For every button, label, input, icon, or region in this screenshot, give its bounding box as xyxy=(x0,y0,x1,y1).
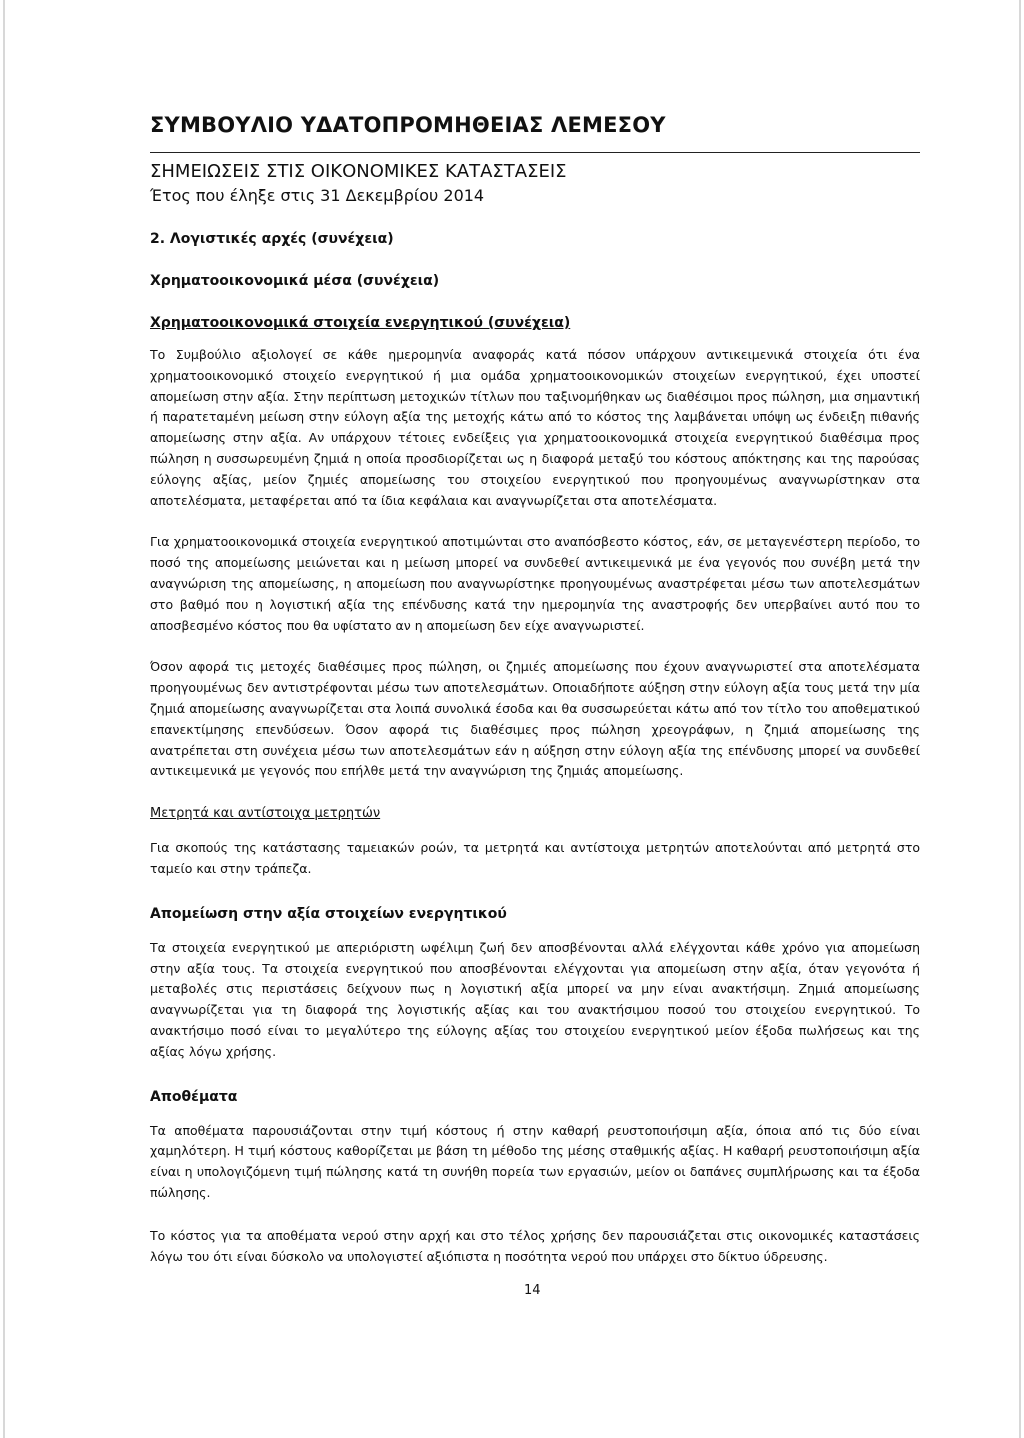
cash-heading: Μετρητά και αντίστοιχα μετρητών xyxy=(150,806,381,822)
paragraph-impairment: Τα στοιχεία ενεργητικού με απεριόριστη ωφέλιμη ζωή δεν αποσβένονται αλλά ελέγχονται κάθε χρόνο για απομείωση στην αξία τους. Τα στοιχεία ενεργητικού που αποσβένονται ελέγχονται για απομείωση στην αξία, όταν γεγονότα ή μεταβολές στις περιστάσεις δείχνουν πως η λογιστική αξία μπορεί να μην είναι ανακτήσιμη. Ζημιά απομείωσης αναγνωρίζεται για τη διαφορά της λογιστικής αξίας και του ανακτήσιμου ποσού του στοιχείου ενεργητικού. Το ανακτήσιμο ποσό είναι το μεγαλύτερο της εύλογης αξίας του στοιχείου ενεργητικού μείον έξοδα πωλήσεως και της αξίας λόγω χρήσης. xyxy=(150,939,920,1059)
subsubsection-heading: Χρηματοοικονομικά στοιχεία ενεργητικού (συνέχεια) xyxy=(150,315,571,331)
document-page xyxy=(150,108,920,1267)
scan-edge-left xyxy=(3,0,5,1438)
section-heading: 2. Λογιστικές αρχές (συνέχεια) xyxy=(150,231,394,247)
paragraph-amortised-cost: Για χρηματοοικονομικά στοιχεία ενεργητικού αποτιμώνται στο αναπόσβεστο κόστος, εάν, σε μεταγενέστερη περίοδο, το ποσό της απομείωσης μειώνεται και η μείωση μπορεί να συνδεθεί αντικειμενικά με ένα γεγονός που συνέβη μετά την αναγνώριση της απομείωσης, η απομείωση που αναγνωρίστηκε προηγουμένως αναστρέφεται μέσω των αποτελεσμάτων στο βαθμό που η λογιστική αξία της επένδυσης κατά την ημερομηνία της αναστροφής δεν υπερβαίνει αυτό που το αποσβεσμένο κόστος που θα υφίστατο αν η απομείωση δεν είχε αναγνωριστεί. xyxy=(150,534,920,633)
period-subtitle: Έτος που έληξε στις 31 Δεκεμβρίου 2014 xyxy=(150,186,485,205)
impairment-heading: Απομείωση στην αξία στοιχείων ενεργητικού xyxy=(150,905,507,922)
scan-edge-right xyxy=(1019,0,1021,1438)
page-number: 14 xyxy=(524,1283,541,1298)
inventory-heading: Αποθέματα xyxy=(150,1088,238,1105)
paragraph-cash: Για σκοπούς της κατάστασης ταμειακών ροών, τα μετρητά και αντίστοιχα μετρητών αποτελούνται από μετρητά στο ταμείο και στην τράπεζα. xyxy=(150,840,920,876)
header-rule xyxy=(150,152,920,153)
organization-title: ΣΥΜΒΟΥΛΙΟ ΥΔΑΤΟΠΡΟΜΗΘΕΙΑΣ ΛΕΜΕΣΟΥ xyxy=(150,113,666,137)
paragraph-available-for-sale: Όσον αφορά τις μετοχές διαθέσιμες προς πώληση, οι ζημιές απομείωσης που έχουν αναγνωριστεί στα αποτελέσματα προηγουμένως δεν αντιστρέφονται μέσω των αποτελεσμάτων. Οποιαδήποτε αύξηση στην εύλογη αξία τους μετά την μία ζημιά απομείωσης αναγνωρίζεται στα λοιπά συνολικά έσοδα και θα συσσωρεύεται κάτω από τον τίτλο του αποθεματικού επανεκτίμησης επενδύσεων. Όσον αφορά τις διαθέσιμες προς πώληση χρεογράφων, η ζημιά απομείωσης της ανατρέπεται στη συνέχεια μέσω των αποτελεσμάτων εάν η αύξηση στην εύλογη αξία της επένδυσης μπορεί να συνδεθεί αντικειμενικά με γεγονός που επήλθε μετά την αναγνώριση της ζημιάς απομείωσης. xyxy=(150,659,920,779)
paragraph-impairment-assessment: Το Συμβούλιο αξιολογεί σε κάθε ημερομηνία αναφοράς κατά πόσον υπάρχουν αντικειμενικά στοιχεία ότι ένα χρηματοοικονομικό στοιχείο ενεργητικού ή μια ομάδα χρηματοοικονομικών στοιχείων ενεργητικού, έχει υποστεί απομείωση στην αξία. Στην περίπτωση μετοχικών τίτλων που ταξινομήθηκαν ως διαθέσιμοι προς πώληση, μια σημαντική ή παρατεταμένη μείωση στην εύλογη αξία της μετοχής κάτω από το κόστος της λαμβάνεται υπόψη ως ένδειξη πιθανής απομείωσης στην αξία. Αν υπάρχουν τέτοιες ενδείξεις για χρηματοοικονομικά στοιχεία ενεργητικού διαθέσιμα προς πώληση η συσσωρευμένη ζημιά η οποία προσδιορίζεται ως η διαφορά μεταξύ του κόστους απόκτησης και της παρούσας εύλογης αξίας, μείον ζημιές απομείωσης του στοιχείου ενεργητικού που προηγουμένως αναγνωρίστηκαν στα αποτελέσματα, μεταφέρεται από τα ίδια κεφάλαια και αναγνωρίζεται στα αποτελέσματα. xyxy=(150,347,920,508)
paragraph-inventory: Τα αποθέματα παρουσιάζονται στην τιμή κόστους ή στην καθαρή ρευστοποιήσιμη αξία, όποια από τις δύο είναι χαμηλότερη. Η τιμή κόστους καθορίζεται με βάση τη μέθοδο της μέσης σταθμικής αξίας. Η καθαρή ρευστοποιήσιμη αξία είναι η υπολογιζόμενη τιμή πώλησης κατά τη συνήθη πορεία των εργασιών, μείον οι δαπάνες συμπλήρωσης και τα έξοδα πώλησης. xyxy=(150,1122,920,1200)
paragraph-water-inventory: Το κόστος για τα αποθέματα νερού στην αρχή και στο τέλος χρήσης δεν παρουσιάζεται στις οικονομικές καταστάσεις λόγω του ότι είναι δύσκολο να υπολογιστεί αξιόπιστα η ποσότητα νερού που υπάρχει στο δίκτυο ύδρευσης. xyxy=(150,1227,920,1264)
subsection-heading: Χρηματοοικονομικά μέσα (συνέχεια) xyxy=(150,273,440,289)
document-title: ΣΗΜΕΙΩΣΕΙΣ ΣΤΙΣ ΟΙΚΟΝΟΜΙΚΕΣ ΚΑΤΑΣΤΑΣΕΙΣ xyxy=(150,161,567,182)
